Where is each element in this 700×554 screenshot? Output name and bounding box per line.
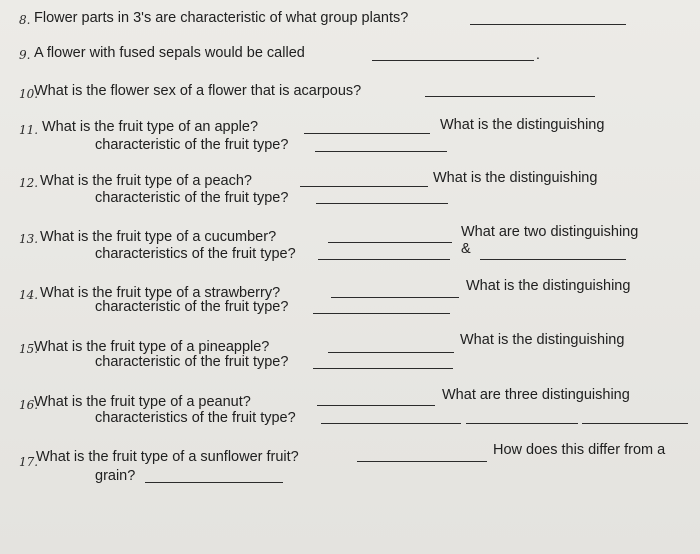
answer-blank[interactable] [145, 482, 283, 483]
question-number: 11. [19, 123, 39, 137]
answer-blank[interactable] [321, 423, 461, 424]
question-text-line2: characteristic of the fruit type? [95, 354, 289, 370]
question-text: What is the flower sex of a flower that is acarpous? [34, 83, 362, 99]
answer-blank[interactable] [582, 423, 688, 424]
answer-blank[interactable] [315, 151, 447, 152]
right-question-text: What is the distinguishing [433, 170, 598, 186]
question-number: 9. [19, 48, 31, 62]
answer-blank[interactable] [317, 405, 435, 406]
question-text: What is the fruit type of a pineapple? [34, 339, 270, 355]
answer-blank[interactable] [328, 352, 454, 353]
ampersand: & [461, 241, 471, 257]
answer-blank[interactable] [328, 242, 452, 243]
question-text: Flower parts in 3's are characteristic of what group plants? [34, 10, 409, 26]
answer-blank[interactable] [466, 423, 578, 424]
period: . [536, 46, 540, 62]
question-text-line2: characteristics of the fruit type? [95, 410, 296, 426]
question-text: What is the fruit type of a strawberry? [40, 285, 281, 301]
right-question-text: What is the distinguishing [440, 117, 605, 133]
question-text: What is the fruit type of a peanut? [34, 394, 251, 410]
question-text-line2: characteristics of the fruit type? [95, 246, 296, 262]
question-number: 17. [19, 455, 39, 469]
answer-blank[interactable] [470, 24, 626, 25]
question-text-line2: characteristic of the fruit type? [95, 137, 289, 153]
right-question-text: What is the distinguishing [466, 278, 631, 294]
question-number: 16. [19, 398, 39, 412]
question-number: 12. [19, 176, 39, 190]
question-number: 15. [19, 342, 39, 356]
answer-blank[interactable] [357, 461, 487, 462]
answer-blank[interactable] [313, 368, 453, 369]
right-question-text: What are two distinguishing [461, 224, 639, 240]
answer-blank[interactable] [300, 186, 428, 187]
right-question-text: What is the distinguishing [460, 332, 625, 348]
question-text: What is the fruit type of a peach? [40, 173, 252, 189]
question-text: A flower with fused sepals would be called [34, 45, 305, 61]
question-number: 10. [19, 87, 39, 101]
answer-blank[interactable] [304, 133, 430, 134]
question-text-line2: grain? [95, 468, 136, 484]
answer-blank[interactable] [372, 60, 534, 61]
question-number: 13. [19, 232, 39, 246]
answer-blank[interactable] [480, 259, 626, 260]
right-question-text: What are three distinguishing [442, 387, 630, 403]
answer-blank[interactable] [313, 313, 450, 314]
question-text: What is the fruit type of a cucumber? [40, 229, 277, 245]
right-question-text: How does this differ from a [493, 442, 666, 458]
question-text-line2: characteristic of the fruit type? [95, 299, 289, 315]
question-text: What is the fruit type of an apple? [42, 119, 259, 135]
question-number: 8. [19, 13, 31, 27]
answer-blank[interactable] [331, 297, 459, 298]
answer-blank[interactable] [425, 96, 595, 97]
answer-blank[interactable] [316, 203, 448, 204]
answer-blank[interactable] [318, 259, 450, 260]
question-text-line2: characteristic of the fruit type? [95, 190, 289, 206]
question-number: 14. [19, 288, 39, 302]
question-text: What is the fruit type of a sunflower fruit? [36, 449, 299, 465]
